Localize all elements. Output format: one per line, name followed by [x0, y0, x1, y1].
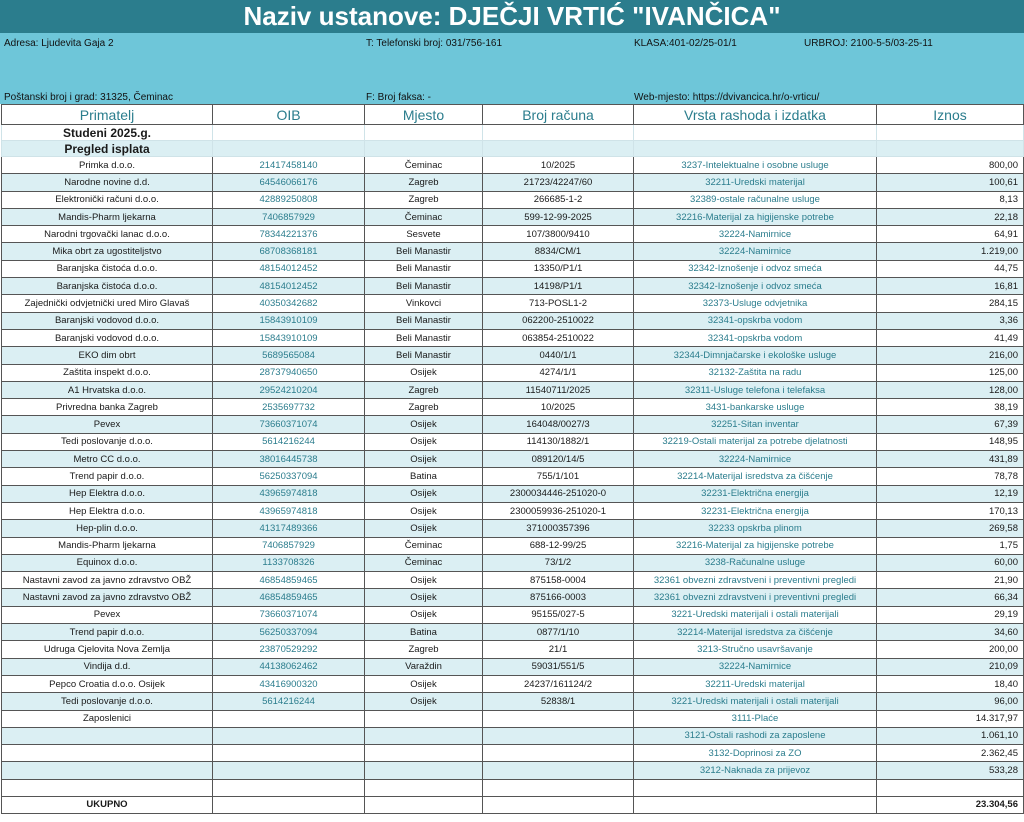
cell-broj-racuna: 2300034446-251020-0 — [483, 485, 634, 502]
cell-mjesto — [365, 745, 483, 762]
cell-vrsta: 32251-Sitan inventar — [634, 416, 877, 433]
cell-iznos: 44,75 — [877, 260, 1024, 277]
cell-mjesto: Čeminac — [365, 537, 483, 554]
cell-oib: 15843910109 — [213, 329, 365, 346]
klasa: KLASA:401-02/25-01/1 — [634, 38, 737, 49]
cell-oib: 43965974818 — [213, 502, 365, 519]
cell-oib: 28737940650 — [213, 364, 365, 381]
cell-primatelj: Baranjska čistoća d.o.o. — [2, 260, 213, 277]
cell-vrsta: 32219-Ostali materijal za potrebe djelatnosti — [634, 433, 877, 450]
cell-mjesto: Osijek — [365, 589, 483, 606]
col-header-mjesto: Mjesto — [365, 105, 483, 125]
cell-iznos: 38,19 — [877, 399, 1024, 416]
cell-mjesto: Beli Manastir — [365, 347, 483, 364]
cell-primatelj: Narodni trgovački lanac d.o.o. — [2, 226, 213, 243]
cell-iznos: 431,89 — [877, 451, 1024, 468]
cell-primatelj — [2, 745, 213, 762]
cell-primatelj: Baranjski vodovod d.o.o. — [2, 329, 213, 346]
cell-mjesto: Batina — [365, 624, 483, 641]
cell-vrsta: 3213-Stručno usavršavanje — [634, 641, 877, 658]
cell-broj-racuna — [483, 710, 634, 727]
cell-primatelj: Mika obrt za ugostiteljstvo — [2, 243, 213, 260]
cell-iznos: 533,28 — [877, 762, 1024, 779]
cell-iznos: 12,19 — [877, 485, 1024, 502]
cell-vrsta: 32361 obvezni zdravstveni i preventivni pregledi — [634, 572, 877, 589]
table-row — [2, 537, 1024, 554]
cell-oib: 73660371074 — [213, 416, 365, 433]
cell-broj-racuna — [483, 762, 634, 779]
cell-vrsta: 3238-Računalne usluge — [634, 554, 877, 571]
cell-broj-racuna: 713-POSL1-2 — [483, 295, 634, 312]
report-subtitle: Pregled isplata — [2, 141, 213, 157]
cell-iznos: 148,95 — [877, 433, 1024, 450]
cell-vrsta: 32342-Iznošenje i odvoz smeća — [634, 278, 877, 295]
cell-oib: 5689565084 — [213, 347, 365, 364]
cell-primatelj: Zaštita inspekt d.o.o. — [2, 364, 213, 381]
cell-broj-racuna: 114130/1882/1 — [483, 433, 634, 450]
table-row — [2, 675, 1024, 692]
cell-vrsta: 32233 opskrba plinom — [634, 520, 877, 537]
cell-primatelj: Primka d.o.o. — [2, 157, 213, 174]
total-label: UKUPNO — [2, 796, 213, 813]
cell-broj-racuna — [483, 727, 634, 744]
cell-broj-racuna — [483, 745, 634, 762]
cell-mjesto: Vinkovci — [365, 295, 483, 312]
cell-broj-racuna: 24237/161124/2 — [483, 675, 634, 692]
cell-primatelj: Mandis-Pharm ljekarna — [2, 537, 213, 554]
cell-oib: 73660371074 — [213, 606, 365, 623]
cell-primatelj: Udruga Cjelovita Nova Zemlja — [2, 641, 213, 658]
cell-iznos: 2.362,45 — [877, 745, 1024, 762]
cell-mjesto: Zagreb — [365, 399, 483, 416]
cell-oib: 5614216244 — [213, 693, 365, 710]
cell-vrsta: 32224-Namirnice — [634, 658, 877, 675]
cell-iznos: 64,91 — [877, 226, 1024, 243]
cell-iznos: 67,39 — [877, 416, 1024, 433]
cell-vrsta: 3221-Uredski materijali i ostali materijali — [634, 693, 877, 710]
cell-mjesto — [365, 762, 483, 779]
cell-oib: 29524210204 — [213, 381, 365, 398]
cell-vrsta: 32224-Namirnice — [634, 451, 877, 468]
cell-mjesto: Beli Manastir — [365, 312, 483, 329]
cell-primatelj: Baranjska čistoća d.o.o. — [2, 278, 213, 295]
cell-broj-racuna: 21/1 — [483, 641, 634, 658]
cell-vrsta: 3212-Naknada za prijevoz — [634, 762, 877, 779]
cell-oib: 64546066176 — [213, 174, 365, 191]
cell-vrsta: 32341-opskrba vodom — [634, 312, 877, 329]
cell-iznos: 269,58 — [877, 520, 1024, 537]
cell-iznos: 100,61 — [877, 174, 1024, 191]
cell-iznos: 34,60 — [877, 624, 1024, 641]
cell-iznos: 8,13 — [877, 191, 1024, 208]
cell-mjesto — [365, 779, 483, 796]
cell-oib — [213, 745, 365, 762]
cell-mjesto — [365, 710, 483, 727]
cell-broj-racuna: 73/1/2 — [483, 554, 634, 571]
col-header-vrsta: Vrsta rashoda i izdatka — [634, 105, 877, 125]
col-header-broj-racuna: Broj računa — [483, 105, 634, 125]
cell-iznos: 78,78 — [877, 468, 1024, 485]
col-header-oib: OIB — [213, 105, 365, 125]
institution-info — [0, 33, 1024, 104]
cell-broj-racuna — [483, 779, 634, 796]
cell-mjesto: Osijek — [365, 451, 483, 468]
cell-vrsta: 3221-Uredski materijali i ostali materijali — [634, 606, 877, 623]
cell-oib: 43416900320 — [213, 675, 365, 692]
cell-primatelj: Trend papir d.o.o. — [2, 468, 213, 485]
cell-oib — [213, 779, 365, 796]
cell-mjesto: Osijek — [365, 433, 483, 450]
cell-iznos: 16,81 — [877, 278, 1024, 295]
table-row — [2, 260, 1024, 277]
cell-primatelj: EKO dim obrt — [2, 347, 213, 364]
total-value: 23.304,56 — [877, 796, 1024, 813]
cell-broj-racuna: 14198/P1/1 — [483, 278, 634, 295]
cell-vrsta: 32344-Dimnjačarske i ekološke usluge — [634, 347, 877, 364]
cell-iznos: 170,13 — [877, 502, 1024, 519]
cell-mjesto — [365, 727, 483, 744]
table-row — [2, 312, 1024, 329]
cell-oib: 21417458140 — [213, 157, 365, 174]
table-row — [2, 745, 1024, 762]
cell-iznos: 284,15 — [877, 295, 1024, 312]
cell-broj-racuna: 11540711/2025 — [483, 381, 634, 398]
cell-iznos: 800,00 — [877, 157, 1024, 174]
cell-primatelj — [2, 762, 213, 779]
table-row — [2, 762, 1024, 779]
table-row — [2, 502, 1024, 519]
address: Adresa: Ljudevita Gaja 2 — [4, 38, 114, 49]
cell-oib: 43965974818 — [213, 485, 365, 502]
cell-broj-racuna: 062200-2510022 — [483, 312, 634, 329]
table-row — [2, 779, 1024, 796]
cell-vrsta: 32389-ostale računalne usluge — [634, 191, 877, 208]
cell-broj-racuna: 875166-0003 — [483, 589, 634, 606]
table-row — [2, 589, 1024, 606]
cell-broj-racuna: 13350/P1/1 — [483, 260, 634, 277]
cell-oib: 1133708326 — [213, 554, 365, 571]
cell-vrsta: 32231-Električna energija — [634, 502, 877, 519]
cell-primatelj: Nastavni zavod za javno zdravstvo OBŽ — [2, 572, 213, 589]
institution-title: Naziv ustanove: DJEČJI VRTIĆ "IVANČICA" — [0, 0, 1024, 33]
cell-broj-racuna: 755/1/101 — [483, 468, 634, 485]
cell-mjesto: Beli Manastir — [365, 278, 483, 295]
cell-oib: 2535697732 — [213, 399, 365, 416]
table-row — [2, 399, 1024, 416]
cell-primatelj: Pevex — [2, 416, 213, 433]
cell-primatelj — [2, 727, 213, 744]
cell-vrsta: 32231-Električna energija — [634, 485, 877, 502]
cell-primatelj: Pepco Croatia d.o.o. Osijek — [2, 675, 213, 692]
cell-broj-racuna: 0877/1/10 — [483, 624, 634, 641]
cell-vrsta: 32214-Materijal isredstva za čišćenje — [634, 468, 877, 485]
cell-vrsta: 32224-Namirnice — [634, 243, 877, 260]
cell-oib: 68708368181 — [213, 243, 365, 260]
website: Web-mjesto: https://dvivancica.hr/o-vrticu/ — [634, 92, 820, 103]
cell-broj-racuna: 10/2025 — [483, 399, 634, 416]
cell-primatelj: Pevex — [2, 606, 213, 623]
cell-vrsta: 3431-bankarske usluge — [634, 399, 877, 416]
cell-primatelj: Tedi poslovanje d.o.o. — [2, 693, 213, 710]
cell-oib: 48154012452 — [213, 278, 365, 295]
table-row — [2, 157, 1024, 174]
cell-broj-racuna: 8834/CM/1 — [483, 243, 634, 260]
cell-oib: 48154012452 — [213, 260, 365, 277]
cell-vrsta: 3237-Intelektualne i osobne usluge — [634, 157, 877, 174]
cell-broj-racuna: 52838/1 — [483, 693, 634, 710]
cell-broj-racuna: 0440/1/1 — [483, 347, 634, 364]
cell-broj-racuna: 688-12-99/25 — [483, 537, 634, 554]
table-row — [2, 727, 1024, 744]
cell-broj-racuna: 063854-2510022 — [483, 329, 634, 346]
table-row — [2, 572, 1024, 589]
cell-oib: 7406857929 — [213, 208, 365, 225]
table-row — [2, 278, 1024, 295]
cell-iznos: 1.061,10 — [877, 727, 1024, 744]
cell-broj-racuna: 164048/0027/3 — [483, 416, 634, 433]
table-row — [2, 554, 1024, 571]
cell-oib — [213, 710, 365, 727]
table-row — [2, 658, 1024, 675]
cell-oib: 15843910109 — [213, 312, 365, 329]
cell-broj-racuna: 371000357396 — [483, 520, 634, 537]
cell-iznos: 1.219,00 — [877, 243, 1024, 260]
cell-primatelj: Mandis-Pharm ljekarna — [2, 208, 213, 225]
cell-broj-racuna: 2300059936-251020-1 — [483, 502, 634, 519]
cell-iznos: 216,00 — [877, 347, 1024, 364]
cell-iznos: 29,19 — [877, 606, 1024, 623]
cell-mjesto: Osijek — [365, 502, 483, 519]
cell-primatelj: Privredna banka Zagreb — [2, 399, 213, 416]
table-row — [2, 693, 1024, 710]
table-row — [2, 416, 1024, 433]
cell-oib: 5614216244 — [213, 433, 365, 450]
cell-oib: 44138062462 — [213, 658, 365, 675]
cell-primatelj: Nastavni zavod za javno zdravstvo OBŽ — [2, 589, 213, 606]
cell-vrsta: 3132-Doprinosi za ZO — [634, 745, 877, 762]
cell-vrsta: 32224-Namirnice — [634, 226, 877, 243]
cell-mjesto: Osijek — [365, 572, 483, 589]
table-row — [2, 381, 1024, 398]
cell-primatelj: Hep Elektra d.o.o. — [2, 485, 213, 502]
table-row — [2, 451, 1024, 468]
cell-mjesto: Beli Manastir — [365, 260, 483, 277]
cell-iznos: 200,00 — [877, 641, 1024, 658]
table-row — [2, 347, 1024, 364]
cell-mjesto: Osijek — [365, 606, 483, 623]
cell-primatelj: Tedi poslovanje d.o.o. — [2, 433, 213, 450]
cell-oib: 42889250808 — [213, 191, 365, 208]
cell-primatelj: Zajednički odvjetnički ured Miro Glavaš — [2, 295, 213, 312]
urbroj: URBROJ: 2100-5-5/03-25-11 — [804, 38, 933, 49]
table-row — [2, 191, 1024, 208]
cell-iznos: 125,00 — [877, 364, 1024, 381]
postal-address: Poštanski broj i grad: 31325, Čeminac — [4, 92, 173, 103]
cell-oib: 56250337094 — [213, 624, 365, 641]
cell-mjesto: Osijek — [365, 364, 483, 381]
cell-mjesto: Osijek — [365, 675, 483, 692]
table-row — [2, 433, 1024, 450]
cell-broj-racuna: 089120/14/5 — [483, 451, 634, 468]
payments-table — [1, 104, 1024, 814]
table-row — [2, 226, 1024, 243]
cell-oib: 40350342682 — [213, 295, 365, 312]
cell-broj-racuna: 107/3800/9410 — [483, 226, 634, 243]
cell-iznos — [877, 779, 1024, 796]
cell-vrsta: 3121-Ostali rashodi za zaposlene — [634, 727, 877, 744]
cell-vrsta: 32341-opskrba vodom — [634, 329, 877, 346]
cell-vrsta: 32216-Materijal za higijenske potrebe — [634, 537, 877, 554]
cell-iznos: 66,34 — [877, 589, 1024, 606]
table-row — [2, 641, 1024, 658]
cell-mjesto: Osijek — [365, 485, 483, 502]
cell-primatelj: A1 Hrvatska d.o.o. — [2, 381, 213, 398]
cell-iznos: 210,09 — [877, 658, 1024, 675]
phone: T: Telefonski broj: 031/756-161 — [366, 38, 503, 49]
table-row — [2, 174, 1024, 191]
cell-vrsta: 32132-Zaštita na radu — [634, 364, 877, 381]
cell-vrsta: 32342-Iznošenje i odvoz smeća — [634, 260, 877, 277]
cell-vrsta: 32214-Materijal isredstva za čišćenje — [634, 624, 877, 641]
cell-oib — [213, 727, 365, 744]
cell-mjesto: Sesvete — [365, 226, 483, 243]
cell-iznos: 1,75 — [877, 537, 1024, 554]
table-row — [2, 208, 1024, 225]
cell-oib: 78344221376 — [213, 226, 365, 243]
cell-oib: 46854859465 — [213, 589, 365, 606]
cell-iznos: 96,00 — [877, 693, 1024, 710]
cell-mjesto: Zagreb — [365, 174, 483, 191]
table-row — [2, 468, 1024, 485]
cell-primatelj: Vindija d.d. — [2, 658, 213, 675]
cell-broj-racuna: 95155/027-5 — [483, 606, 634, 623]
cell-broj-racuna: 10/2025 — [483, 157, 634, 174]
cell-mjesto: Varaždin — [365, 658, 483, 675]
total-row — [2, 796, 1024, 813]
cell-mjesto: Batina — [365, 468, 483, 485]
cell-oib: 7406857929 — [213, 537, 365, 554]
cell-mjesto: Zagreb — [365, 191, 483, 208]
cell-iznos: 60,00 — [877, 554, 1024, 571]
cell-mjesto: Osijek — [365, 520, 483, 537]
cell-vrsta — [634, 779, 877, 796]
cell-broj-racuna: 266685-1-2 — [483, 191, 634, 208]
cell-vrsta: 32311-Usluge telefona i telefaksa — [634, 381, 877, 398]
cell-primatelj: Elektronički računi d.o.o. — [2, 191, 213, 208]
cell-broj-racuna: 59031/551/5 — [483, 658, 634, 675]
cell-iznos: 41,49 — [877, 329, 1024, 346]
cell-iznos: 128,00 — [877, 381, 1024, 398]
table-row — [2, 520, 1024, 537]
cell-iznos: 18,40 — [877, 675, 1024, 692]
col-header-primatelj: Primatelj — [2, 105, 213, 125]
cell-vrsta: 32373-Usluge odvjetnika — [634, 295, 877, 312]
cell-oib: 41317489366 — [213, 520, 365, 537]
table-row — [2, 606, 1024, 623]
table-row — [2, 710, 1024, 727]
cell-iznos: 3,36 — [877, 312, 1024, 329]
fax: F: Broj faksa: - — [366, 92, 432, 103]
table-row — [2, 364, 1024, 381]
cell-broj-racuna: 21723/42247/60 — [483, 174, 634, 191]
cell-broj-racuna: 4274/1/1 — [483, 364, 634, 381]
cell-primatelj: Hep Elektra d.o.o. — [2, 502, 213, 519]
cell-primatelj — [2, 779, 213, 796]
cell-primatelj: Metro CC d.o.o. — [2, 451, 213, 468]
cell-oib: 38016445738 — [213, 451, 365, 468]
cell-primatelj: Equinox d.o.o. — [2, 554, 213, 571]
cell-mjesto: Čeminac — [365, 157, 483, 174]
cell-broj-racuna: 599-12-99-2025 — [483, 208, 634, 225]
cell-vrsta: 3111-Plaće — [634, 710, 877, 727]
table-row — [2, 624, 1024, 641]
cell-mjesto: Osijek — [365, 416, 483, 433]
cell-oib — [213, 762, 365, 779]
cell-primatelj: Baranjski vodovod d.o.o. — [2, 312, 213, 329]
cell-primatelj: Zaposlenici — [2, 710, 213, 727]
cell-iznos: 22,18 — [877, 208, 1024, 225]
cell-vrsta: 32211-Uredski materijal — [634, 174, 877, 191]
cell-iznos: 21,90 — [877, 572, 1024, 589]
cell-iznos: 14.317,97 — [877, 710, 1024, 727]
cell-mjesto: Čeminac — [365, 208, 483, 225]
cell-mjesto: Osijek — [365, 693, 483, 710]
cell-mjesto: Zagreb — [365, 641, 483, 658]
table-row — [2, 243, 1024, 260]
table-row — [2, 329, 1024, 346]
cell-oib: 23870529292 — [213, 641, 365, 658]
cell-primatelj: Hep-plin d.o.o. — [2, 520, 213, 537]
cell-mjesto: Čeminac — [365, 554, 483, 571]
cell-mjesto: Beli Manastir — [365, 329, 483, 346]
period-label: Studeni 2025.g. — [2, 125, 213, 141]
cell-mjesto: Beli Manastir — [365, 243, 483, 260]
cell-vrsta: 32216-Materijal za higijenske potrebe — [634, 208, 877, 225]
col-header-iznos: Iznos — [877, 105, 1024, 125]
cell-oib: 56250337094 — [213, 468, 365, 485]
cell-mjesto: Zagreb — [365, 381, 483, 398]
table-row — [2, 295, 1024, 312]
cell-vrsta: 32361 obvezni zdravstveni i preventivni pregledi — [634, 589, 877, 606]
cell-vrsta: 32211-Uredski materijal — [634, 675, 877, 692]
cell-primatelj: Narodne novine d.d. — [2, 174, 213, 191]
table-row — [2, 485, 1024, 502]
cell-oib: 46854859465 — [213, 572, 365, 589]
cell-primatelj: Trend papir d.o.o. — [2, 624, 213, 641]
cell-broj-racuna: 875158-0004 — [483, 572, 634, 589]
